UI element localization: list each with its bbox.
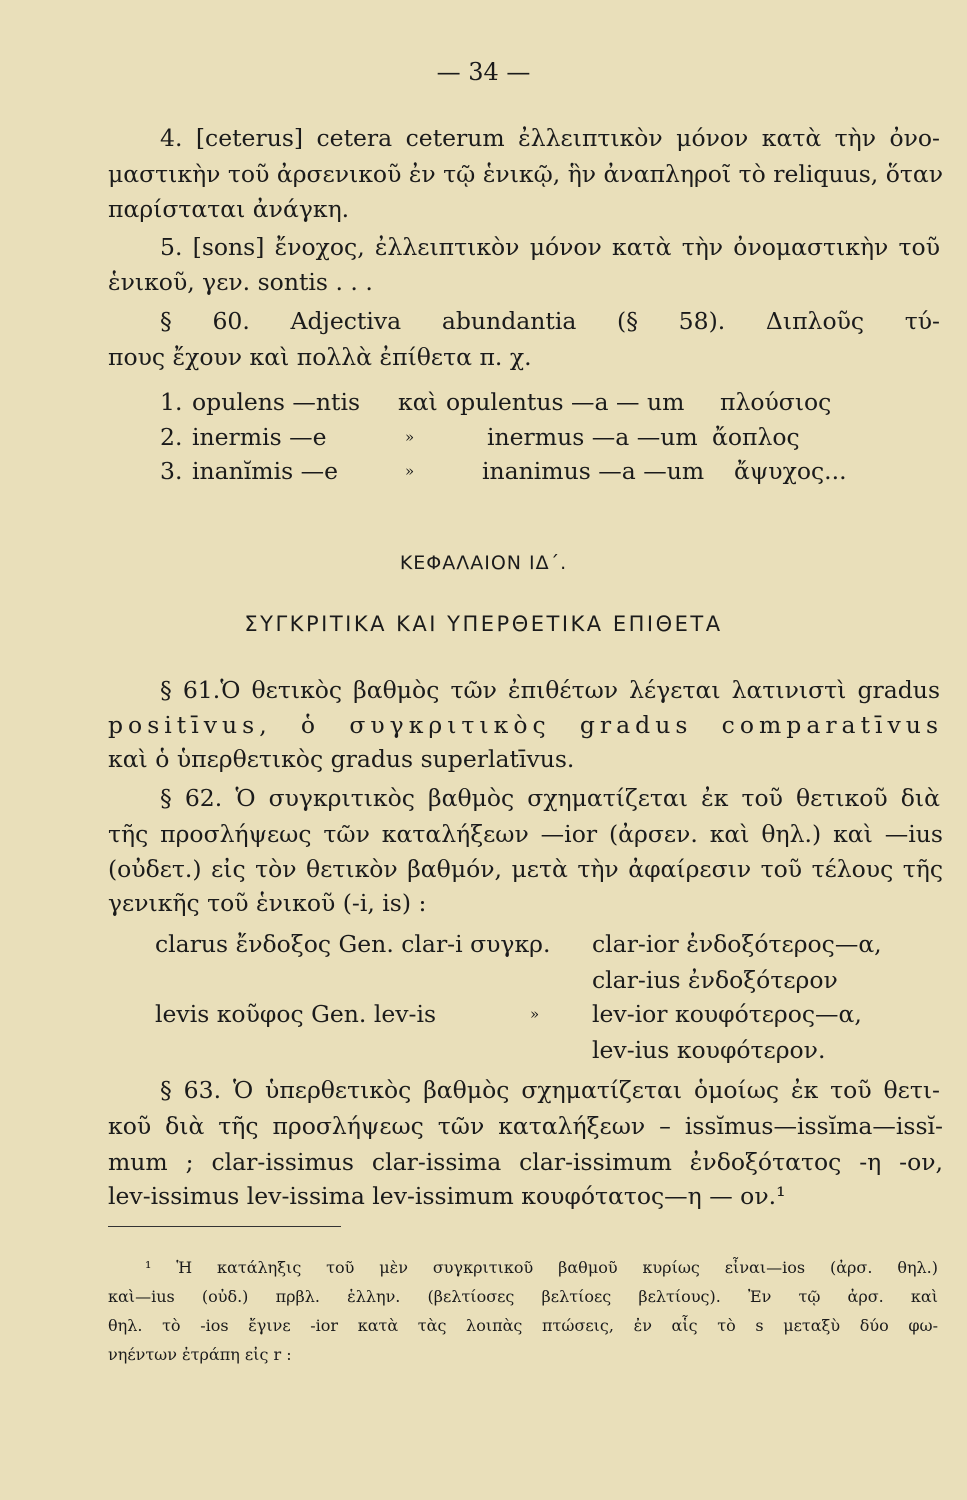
example-comparative-masc: clar-ior ἐνδοξότερος—α, bbox=[592, 930, 882, 958]
list-item-form-b: inanimus —a —um bbox=[482, 457, 705, 485]
item4-line2: μαστικὴν τοῦ ἀρσενικοῦ ἐν τῷ ἑνικῷ, ἣν ἀναπληροῖ τὸ reliquus, ὅταν bbox=[108, 160, 943, 188]
footnote-line1: ¹ Ἡ κατάληξις τοῦ μὲν συγκριτικοῦ βαθμοῦ κυρίως εἶναι—ios (ἀρσ. θηλ.) bbox=[145, 1258, 938, 1277]
list-item-separator: » bbox=[405, 462, 415, 480]
footnote-line2: καὶ—ius (οὐδ.) πρβλ. ἑλλην. (βελτίοσες βελτίοες βελτίους). Ἐν τῷ ἀρσ. καὶ bbox=[108, 1287, 938, 1306]
sec61-line3: καὶ ὁ ὑπερθετικὸς gradus superlatīvus. bbox=[108, 745, 575, 773]
example-separator: » bbox=[530, 1005, 540, 1023]
sec63-line3: mum ; clar-issimus clar-issima clar-issimum ἐνδοξότατος -η -ον, bbox=[108, 1148, 943, 1176]
list-item-greek: πλούσιος bbox=[720, 388, 832, 416]
sec63-line2: κοῦ διὰ τῆς προσλήψεως τῶν καταλήξεων – issĭmus—issĭma—issĭ- bbox=[108, 1112, 943, 1140]
example-comparative-neut: clar-ius ἐνδοξότερον bbox=[592, 966, 838, 994]
sec60-line1: § 60. Adjectiva abundantia (§ 58). Διπλοῦς τύ- bbox=[160, 307, 940, 335]
list-item-number: 1. bbox=[160, 388, 183, 416]
list-item-greek: ἄοπλος bbox=[712, 423, 800, 451]
list-item-greek: ἄψυχος... bbox=[734, 457, 847, 485]
footnote-line3: θηλ. τὸ -ios ἔγινε -ior κατὰ τὰς λοιπὰς πτώσεις, ἐν αἷς τὸ s μεταξὺ δύο φω- bbox=[108, 1316, 938, 1335]
chapter-heading: ΚΕΦΑΛΑΙΟΝ ΙΔ΄. bbox=[399, 552, 568, 574]
list-item-form-a: inanĭmis —e bbox=[192, 457, 339, 485]
sec62-line4: γενικῆς τοῦ ἑνικοῦ (-i, is) : bbox=[108, 889, 427, 917]
footnote-line4: νηέντων ἐτράπη εἰς r : bbox=[108, 1345, 292, 1364]
example-comparative-masc: lev-ior κουφότερος—α, bbox=[592, 1000, 862, 1028]
list-item-number: 3. bbox=[160, 457, 183, 485]
footnote-rule bbox=[108, 1226, 341, 1227]
item5-line1: 5. [sons] ἔνοχος, ἐλλειπτικὸν μόνον κατὰ τὴν ὀνομαστικὴν τοῦ bbox=[160, 233, 940, 261]
list-item-form-a: inermis —e bbox=[192, 423, 327, 451]
item4-line3: παρίσταται ἀνάγκη. bbox=[108, 195, 350, 223]
list-item-form-a: opulens —ntis bbox=[192, 388, 361, 416]
list-item-separator: καὶ bbox=[398, 388, 438, 416]
list-item-form-b: inermus —a —um bbox=[487, 423, 698, 451]
sec61-line1: § 61.Ὁ θετικὸς βαθμὸς τῶν ἐπιθέτων λέγεται λατινιστὶ gradus bbox=[160, 676, 940, 704]
example-positive: clarus ἔνδοξος Gen. clar-i συγκρ. bbox=[155, 930, 551, 958]
sec62-line1: § 62. Ὁ συγκριτικὸς βαθμὸς σχηματίζεται ἐκ τοῦ θετικοῦ διὰ bbox=[160, 784, 940, 812]
sec62-line3: (οὐδετ.) εἰς τὸν θετικὸν βαθμόν, μετὰ τὴν ἀφαίρεσιν τοῦ τέλους τῆς bbox=[108, 855, 943, 883]
page-number: — 34 — bbox=[436, 58, 531, 86]
sec63-line1: § 63. Ὁ ὑπερθετικὸς βαθμὸς σχηματίζεται ὁμοίως ἐκ τοῦ θετι- bbox=[160, 1076, 940, 1104]
example-positive: levis κοῦφος Gen. lev-is bbox=[155, 1000, 437, 1028]
sec62-line2: τῆς προσλήψεως τῶν καταλήξεων —ior (ἀρσεν. καὶ θηλ.) καὶ —ius bbox=[108, 820, 943, 848]
item5-line2: ἑνικοῦ, γεν. sontis . . . bbox=[108, 268, 373, 296]
item4-line1: 4. [ceterus] cetera ceterum ἐλλειπτικὸν μόνον κατὰ τὴν ὀνο- bbox=[160, 124, 940, 152]
example-comparative-neut: lev-ius κουφότερον. bbox=[592, 1036, 826, 1064]
sec60-line2: πους ἔχουν καὶ πολλὰ ἐπίθετα π. χ. bbox=[108, 343, 532, 371]
list-item-form-b: opulentus —a — um bbox=[446, 388, 685, 416]
sec63-line4: lev-issimus lev-issima lev-issimum κουφότατος—η — ον.¹ bbox=[108, 1182, 786, 1210]
chapter-title: ΣΥΓΚΡΙΤΙΚΑ ΚΑΙ ΥΠΕΡΘΕΤΙΚΑ ΕΠΙΘΕΤΑ bbox=[244, 612, 723, 636]
sec61-line2: positīvus, ὁ συγκριτικὸς gradus comparatīvus bbox=[108, 711, 943, 739]
list-item-separator: » bbox=[405, 428, 415, 446]
list-item-number: 2. bbox=[160, 423, 183, 451]
